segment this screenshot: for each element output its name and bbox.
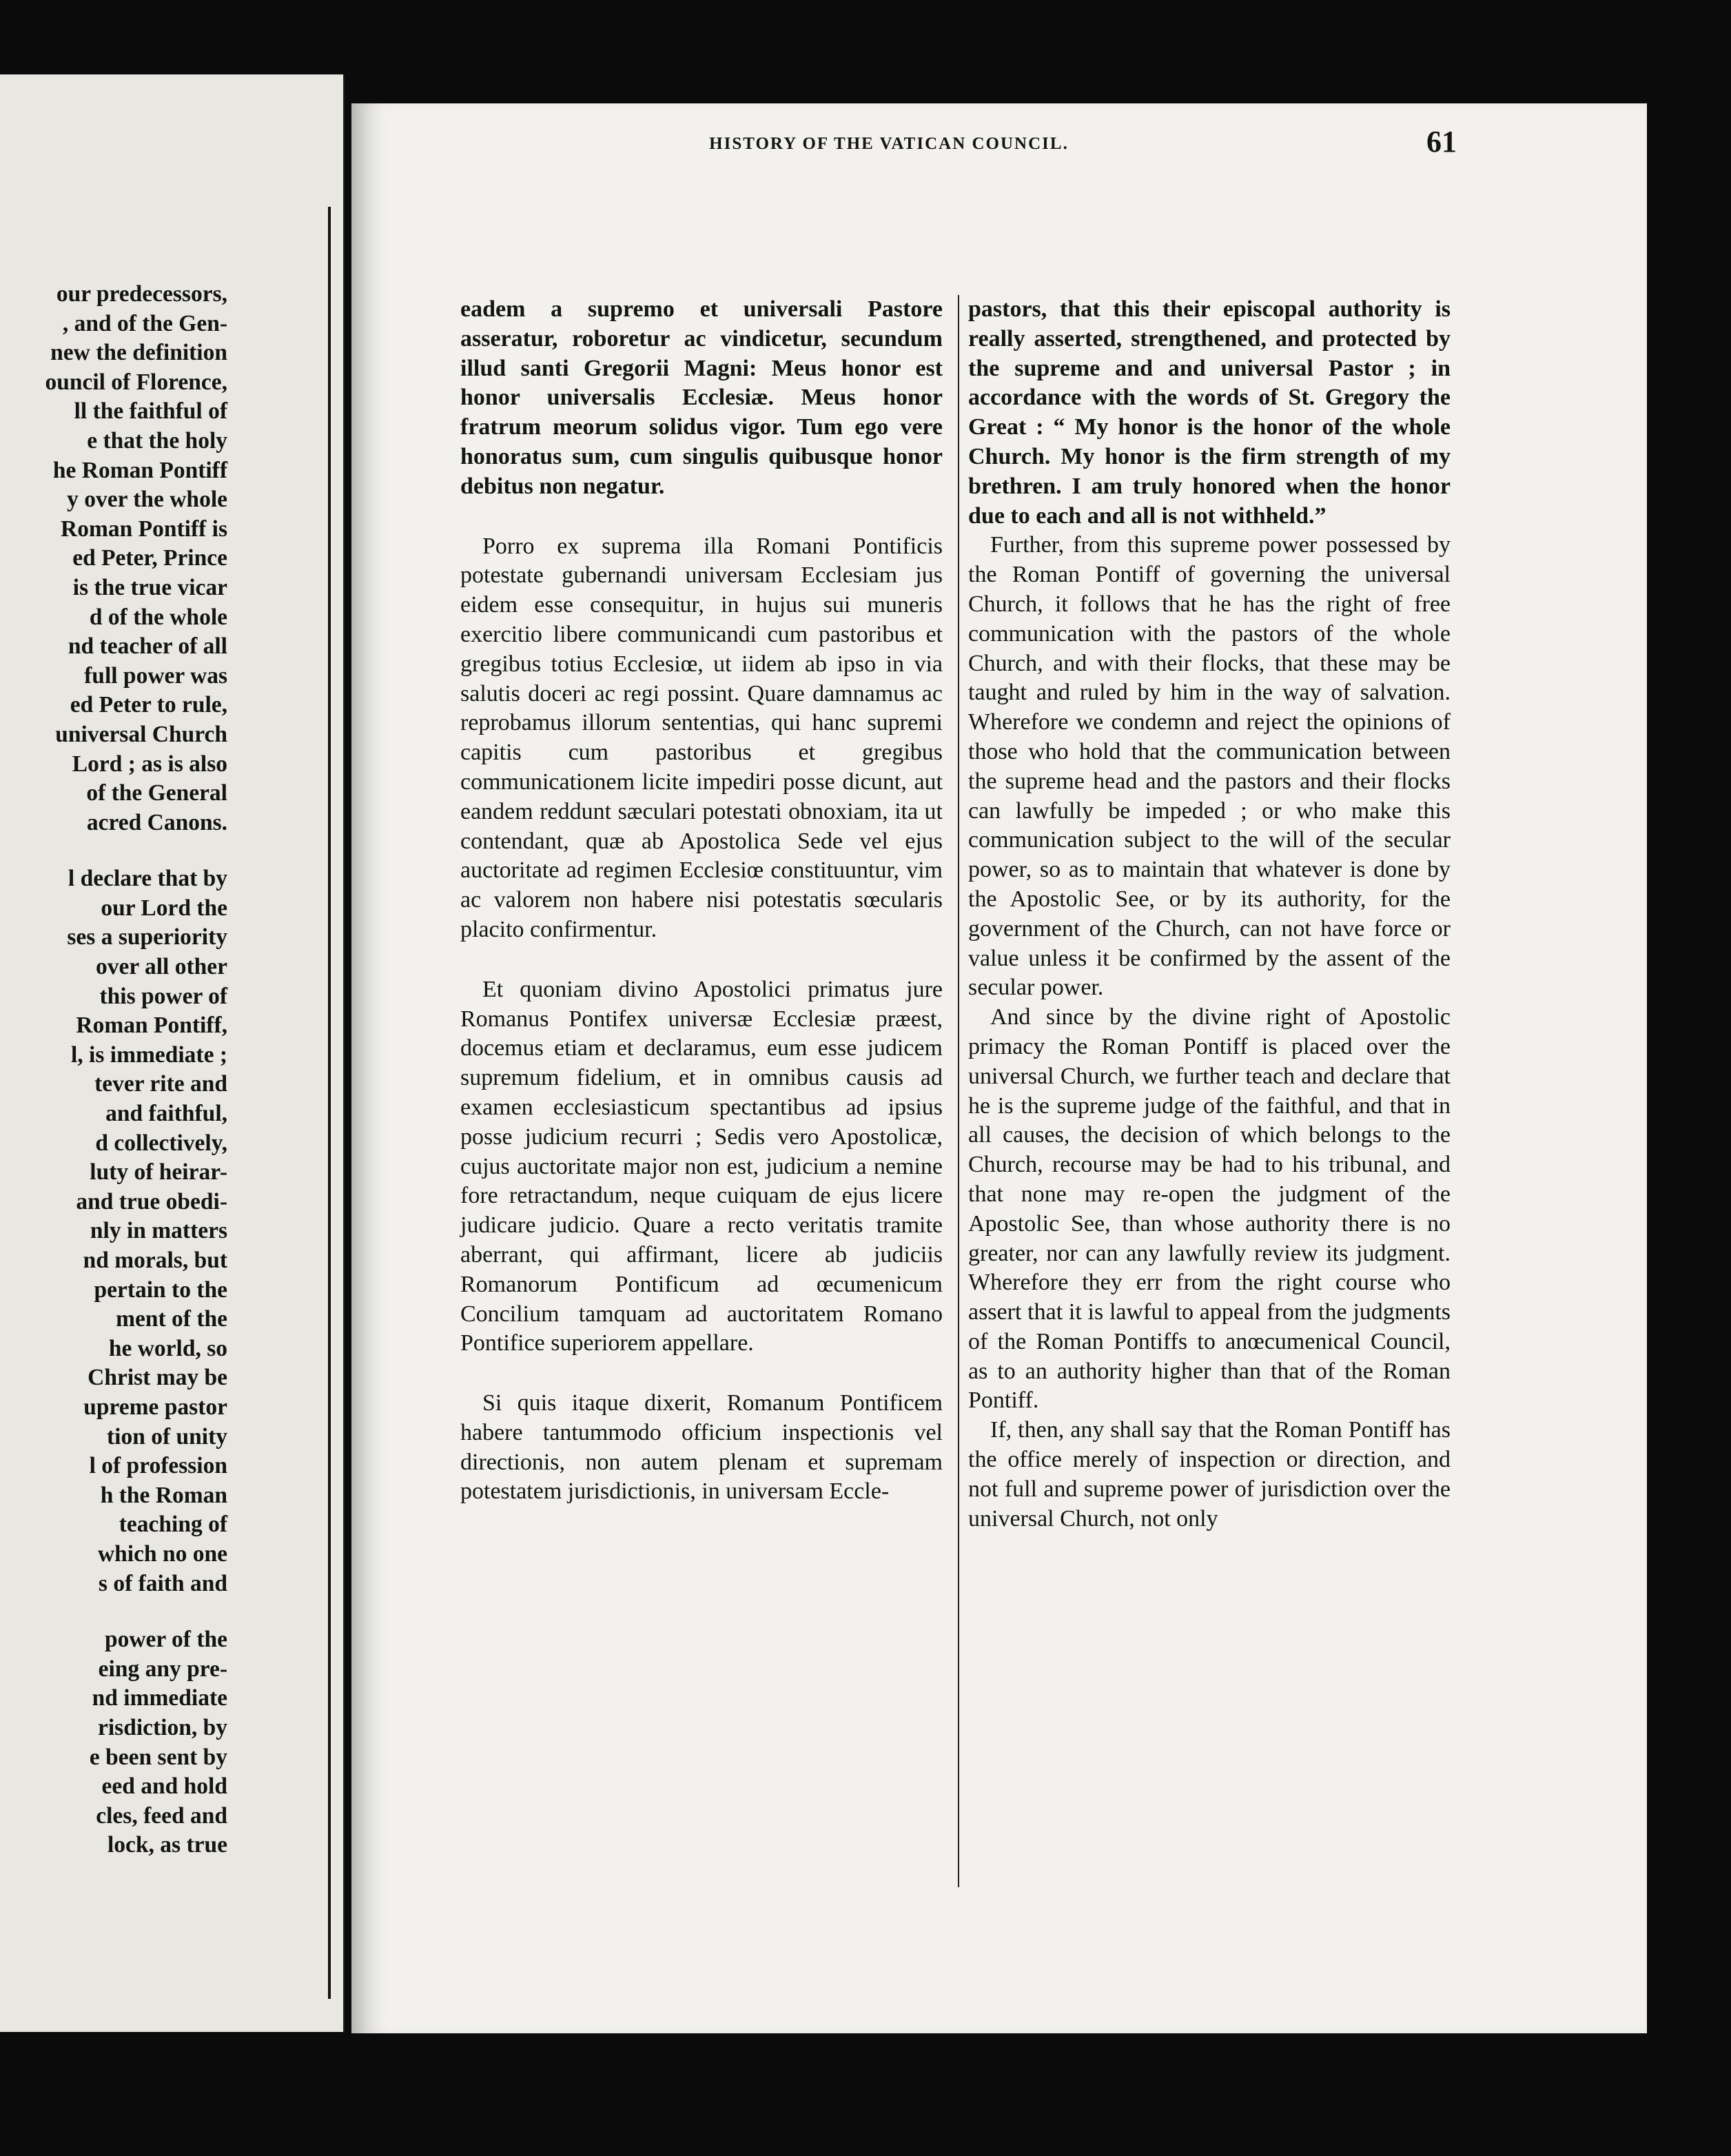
left-line: l of profession (89, 1453, 227, 1479)
left-line: he world, so (108, 1335, 227, 1361)
binding-stitch (328, 207, 349, 1999)
left-line: of the General (86, 780, 227, 806)
left-line: nly in matters (90, 1218, 227, 1244)
running-title: HISTORY OF THE VATICAN COUNCIL. (709, 134, 1069, 153)
left-line: nd immediate (92, 1685, 227, 1711)
left-line: our Lord the (101, 895, 227, 921)
left-line: he Roman Pontiff (52, 457, 227, 483)
latin-column (460, 295, 943, 1537)
left-line: is the true vicar (72, 574, 227, 600)
left-line: ouncil of Florence, (45, 369, 227, 395)
left-facing-page (0, 74, 345, 2032)
left-line: l, is immediate ; (70, 1041, 227, 1068)
left-line: s of faith and (98, 1570, 227, 1596)
left-line: nd teacher of all (68, 633, 227, 660)
left-line: nd morals, but (83, 1248, 227, 1273)
left-line: ed Peter, Prince (72, 545, 227, 571)
left-line: lock, as true (107, 1832, 227, 1858)
left-line: h the Roman (100, 1482, 227, 1508)
left-line: power of the (104, 1627, 227, 1653)
latin-paragraph-1: eadem a supremo et universali Pastore asseratur, roboretur ac vindicetur, secundum illud santi Gregorii Magni: Meus honor est honor universalis Ecclesiæ. Meus honor fratrum meorum solidus vigor. Tum ego vere honoratus sum, cum singulis quibusque honor debitus non negatur. (460, 296, 943, 499)
left-line: full power was (84, 662, 227, 689)
column-divider (958, 295, 959, 1887)
english-column (968, 295, 1451, 1534)
left-line: ses a superiority (67, 924, 227, 950)
left-line: Lord ; as is also (72, 751, 227, 777)
left-line: l declare that by (68, 866, 227, 892)
left-line: risdiction, by (98, 1714, 227, 1740)
left-line: d of the whole (89, 604, 227, 630)
running-header (372, 134, 1220, 154)
left-line: y over the whole (67, 487, 227, 513)
left-line: , and of the Gen- (62, 310, 227, 336)
left-line: universal Church (55, 721, 227, 747)
left-line: ment of the (116, 1306, 227, 1332)
english-paragraph-3: And since by the divine right of Apostolic primacy the Roman Pontiff is placed over the universal Church, we further teach and declare that he is the supreme judge of the faithful, and that in all causes, the decision of which belongs to the Church, recourse may be had to his tribunal, and that none may re-open the judgment of the Apostolic See, than whose authority there is no greater, nor can any lawfully review its judgment. Wherefore they err from the right course who assert that it is lawful to appeal from the judgments of the Roman Pontiffs to anœcumenical Council, as to an authority higher than that of the Roman Pontiff. (968, 1004, 1451, 1414)
latin-paragraph-2: Porro ex suprema illa Romani Pontificis potestate gubernandi universam Ecclesiam jus eidem esse consequitur, in hujus sui muneris exercitio libere communicandi cum pastoribus et gregibus totius Ecclesiœ, ut iidem ab ipso in via salutis doceri ac regi possint. Quare damnamus ac reprobamus illorum sententias, qui hanc supremi capitis cum pastoribus et gregibus communicationem licite impediri posse dicunt, aut eandem reddunt sæculari potestati obnoxiam, ita ut contendant, quæ ab Apostolica Sede vel ejus auctoritate ad regimen Ecclesiœ constituuntur, vim ac valorem non habere nisi potestatis sœcularis placito confirmentur. (460, 533, 943, 942)
left-line: tion of unity (107, 1423, 227, 1450)
latin-paragraph-4: Si quis itaque dixerit, Romanum Pontificem habere tantummodo officium inspectionis vel directionis, non autem plenam et supremam potestatem jurisdictionis, in universam Eccle- (460, 1390, 943, 1505)
left-line: our predecessors, (56, 281, 227, 307)
left-line: and true obedi- (76, 1188, 227, 1214)
left-line: this power of (99, 983, 227, 1009)
page-number: 61 (1426, 125, 1457, 159)
left-line: Roman Pontiff is (61, 516, 227, 542)
left-line: e that the holy (87, 427, 227, 454)
left-line: e been sent by (89, 1744, 227, 1770)
english-paragraph-1: pastors, that this their episcopal authority is really asserted, strengthened, and protected by the supreme and and universal Pastor ; in accordance with the words of St. Gregory the Great : “ My honor is the honor of the whole Church. My honor is the firm strength of my brethren. I am truly honored when the honor due to each and all is not withheld.” (968, 296, 1451, 529)
left-line: upreme pastor (83, 1394, 227, 1420)
left-line: eed and hold (101, 1773, 227, 1800)
left-line: which no one (97, 1540, 227, 1567)
left-line: acred Canons. (86, 809, 227, 835)
left-line: pertain to the (94, 1277, 227, 1303)
latin-paragraph-3: Et quoniam divino Apostolici primatus jure Romanus Pontifex universæ Ecclesiæ præest, docemus etiam et declaramus, eum esse judicem supremum fidelium, et in omnibus causis ad examen ecclesiasticum spectantibus ad ipsius posse judicium recurri ; Sedis vero Apostolicæ, cujus auctoritate major non est, judicium a nemine fore retractandum, neque cuiquam de ejus licere judicare judicio. Quare a recto veritatis tramite aberrant, qui affirmant, licere ab judiciis Romanorum Pontificum ad œcumenicum Concilium tamquam ad auctoritatem Romano Pontifice superiorem appellare. (460, 976, 943, 1356)
left-line: tever rite and (94, 1071, 227, 1097)
left-line: new the definition (50, 340, 227, 366)
left-line: over all other (95, 954, 227, 980)
left-line: d collectively, (95, 1130, 227, 1156)
left-line: ll the faithful of (74, 398, 227, 425)
left-line: eing any pre- (98, 1656, 227, 1682)
left-line: Christ may be (88, 1365, 227, 1391)
left-line: luty of heirar- (90, 1159, 227, 1186)
left-page-text (0, 280, 227, 1860)
left-line: and faithful, (105, 1101, 227, 1127)
english-paragraph-4: If, then, any shall say that the Roman Pontiff has the office merely of inspection or direction, and not full and supreme power of jurisdiction over the universal Church, not only (968, 1417, 1451, 1532)
left-line: ed Peter to rule, (70, 692, 227, 718)
english-paragraph-2: Further, from this supreme power possessed by the Roman Pontiff of governing the universal Church, it follows that he has the right of free communication with the pastors of the whole Church, and with their flocks, that these may be taught and ruled by him in the way of salvation. Wherefore we condemn and reject the opinions of those who hold that the communication between the supreme head and the pastors and their flocks can lawfully be impeded ; or who make this communication subject to the will of the secular power, so as to maintain that whatever is done by the Apostolic See, or by its authority, for the government of the Church, can not have force or value unless it be confirmed by the assent of the secular power. (968, 532, 1451, 1001)
left-line: teaching of (119, 1512, 227, 1538)
left-line: cles, feed and (96, 1802, 227, 1829)
left-line: Roman Pontiff, (76, 1013, 227, 1039)
